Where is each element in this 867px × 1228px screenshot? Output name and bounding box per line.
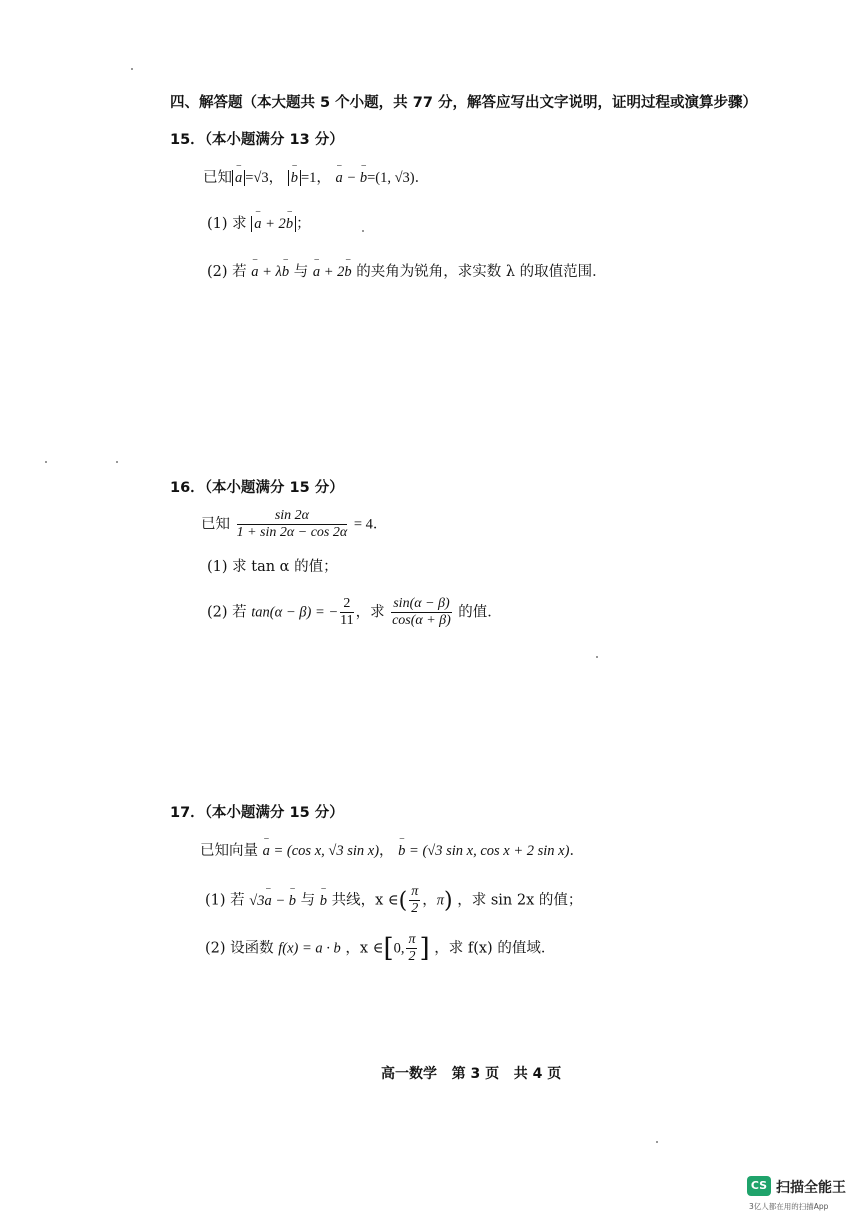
scan-speck <box>656 1141 658 1143</box>
q15-heading <box>170 130 344 150</box>
q15-p2-label: (2) 若 <box>207 264 247 280</box>
q16-p2-frac-num: 2 <box>340 596 353 613</box>
q16-given-prefix: 已知 <box>201 516 230 533</box>
q16-given-eq: = 4 <box>353 516 373 533</box>
q17-p1-b: − b <box>320 893 327 909</box>
q15-given-a-val: =√3， <box>245 170 284 186</box>
scan-speck <box>131 68 133 70</box>
q15-p2-tail: 的夹角为锐角，求实数 λ 的取值范围 <box>356 264 593 280</box>
q15-part1: (1) 求 − a + 2− b ； <box>207 214 311 234</box>
scan-speck <box>45 461 47 463</box>
q17-a-symbol: − a = <box>263 843 287 859</box>
footer-subject: 高一数学 <box>381 1066 437 1082</box>
q15-diff: − a − − b <box>336 170 368 186</box>
q17-number: 17． <box>170 805 205 821</box>
q16-number: 16． <box>170 480 205 496</box>
q17-part2: (2) 设函数 f(x) = a · b ，x ∈[0, $\frac{\pi}{2}$ ] ，求 f(x) 的值域． <box>205 932 556 964</box>
q17-p2-interval-den: 2 <box>408 949 416 964</box>
q15-p2-vec1: − a + λ− b <box>251 264 289 280</box>
q16-part2: (2) 若 tan(α − β) = − $\frac{2}{11}$ ，求 $\frac{\sin(\alpha - \beta)}{\cos(\alpha + \beta)}$ 的值． <box>207 596 502 628</box>
q16-p2-mid: ，求 <box>355 604 385 621</box>
q17-p1-interval-right: π <box>436 892 445 909</box>
q17-heading <box>170 803 344 823</box>
q16-heading <box>170 478 344 498</box>
q17-b-symbol: − b = <box>398 843 422 859</box>
scan-speck <box>596 656 598 658</box>
q16-p2-frac2-den: cos(α + β) <box>392 613 451 628</box>
q16-p2-frac2 <box>391 596 451 629</box>
q17-p2-interval-frac <box>406 932 417 965</box>
q17-p1-cond: 共线，x ∈ <box>331 892 399 909</box>
q16-p2-tail: 的值 <box>458 604 488 621</box>
q16-p2-frac2-num: sin(α − β) <box>393 596 450 611</box>
q15-p1-label: (1) 求 <box>207 216 247 232</box>
q17-score: （本小题满分 15 分） <box>204 805 344 821</box>
q17-part1: (1) 若 √3− a − − b 与 − b 共线，x ∈( $\frac{\pi}{2}$ ，π) ，求 sin 2x 的值； <box>205 884 582 917</box>
scan-speck <box>362 230 364 232</box>
q16-p2-frac-den: 11 <box>340 613 354 628</box>
page-footer <box>381 1063 561 1083</box>
camscanner-logo: CS <box>747 1176 771 1196</box>
q15-p2-vec2: − a + 2− b <box>313 264 352 280</box>
q15-given: 已知− a =√3， − b =1， − a − − b=(1, √3)． <box>203 168 429 188</box>
q17-p2-interval-num: π <box>408 932 416 947</box>
q16-p2-cond: tan(α − β) = − <box>251 604 339 621</box>
q15-given-prefix: 已知 <box>203 170 232 186</box>
q17-p2-func: f(x) = a · b <box>278 940 341 957</box>
q17-given-prefix: 已知向量 <box>200 843 258 859</box>
q16-part1: (1) 求 tan α 的值； <box>207 559 338 575</box>
q15-p2-mid: 与 <box>293 264 309 280</box>
q17-p2-label: (2) 设函数 <box>205 940 274 957</box>
q16-given: 已知 $\frac{\sin 2\alpha}{1 + \sin 2\alpha - \cos 2\alpha}$ = 4． <box>201 508 388 540</box>
section-header: 四、解答题（本大题共 5 个小题，共 77 分，解答应写出文字说明，证明过程或演算步骤） <box>170 95 757 111</box>
q15-part2: (2) 若 − a + λ− b 与 − a + 2− b 的夹角为锐角，求实数 λ 的取值范围． <box>207 262 607 282</box>
scan-speck <box>116 461 118 463</box>
q17-given: 已知向量 − a = (cos x, √3 sin x)， − b = (√3 sin x, cos x + 2 sin x)． <box>200 841 584 861</box>
q17-p1-interval-left: π <box>411 884 419 899</box>
q17-p2-cond: ，x ∈ <box>345 940 384 957</box>
q15-p1-expr: − a + 2− b <box>251 216 296 232</box>
q17-p1-label: (1) 若 <box>205 892 245 909</box>
q17-p2-interval-left: 0, <box>393 940 405 957</box>
q15-number: 15． <box>170 132 205 148</box>
q17-p1-mid: 与 <box>300 892 316 909</box>
q17-p1-expr: √3− a − − b <box>249 893 296 909</box>
q16-p2-label: (2) 若 <box>207 604 247 621</box>
q15-given-b-val: =1， <box>301 170 331 186</box>
q16-given-fraction <box>237 508 348 541</box>
q17-p1-tail: ，求 sin 2x 的值； <box>457 892 583 909</box>
camscanner-name: 扫描全能王 <box>776 1180 846 1196</box>
footer-total: 共 4 页 <box>513 1066 562 1082</box>
q16-frac-num: sin 2α <box>237 508 348 525</box>
q15-score: （本小题满分 13 分） <box>204 132 344 148</box>
q16-score: （本小题满分 15 分） <box>204 480 344 496</box>
q17-p1-interval-left-den: 2 <box>411 901 419 916</box>
q17-p1-interval-frac <box>409 884 420 917</box>
q16-p2-frac <box>340 596 353 629</box>
q17-a-def: (cos x, √3 sin x) <box>286 843 380 859</box>
camscanner-tagline: 3亿人都在用的扫描App <box>749 1202 829 1211</box>
q15-abs-b: − b <box>288 170 301 186</box>
q17-b-def: (√3 sin x, cos x + 2 sin x) <box>422 843 570 859</box>
q15-given-diff-val: =(1, √3) <box>367 170 415 186</box>
q15-abs-a: − a <box>232 170 245 186</box>
q17-p2-tail: ，求 f(x) 的值域 <box>434 940 541 957</box>
footer-page: 第 3 页 <box>451 1066 500 1082</box>
q16-frac-den: 1 + sin 2α − cos 2α <box>236 525 348 540</box>
